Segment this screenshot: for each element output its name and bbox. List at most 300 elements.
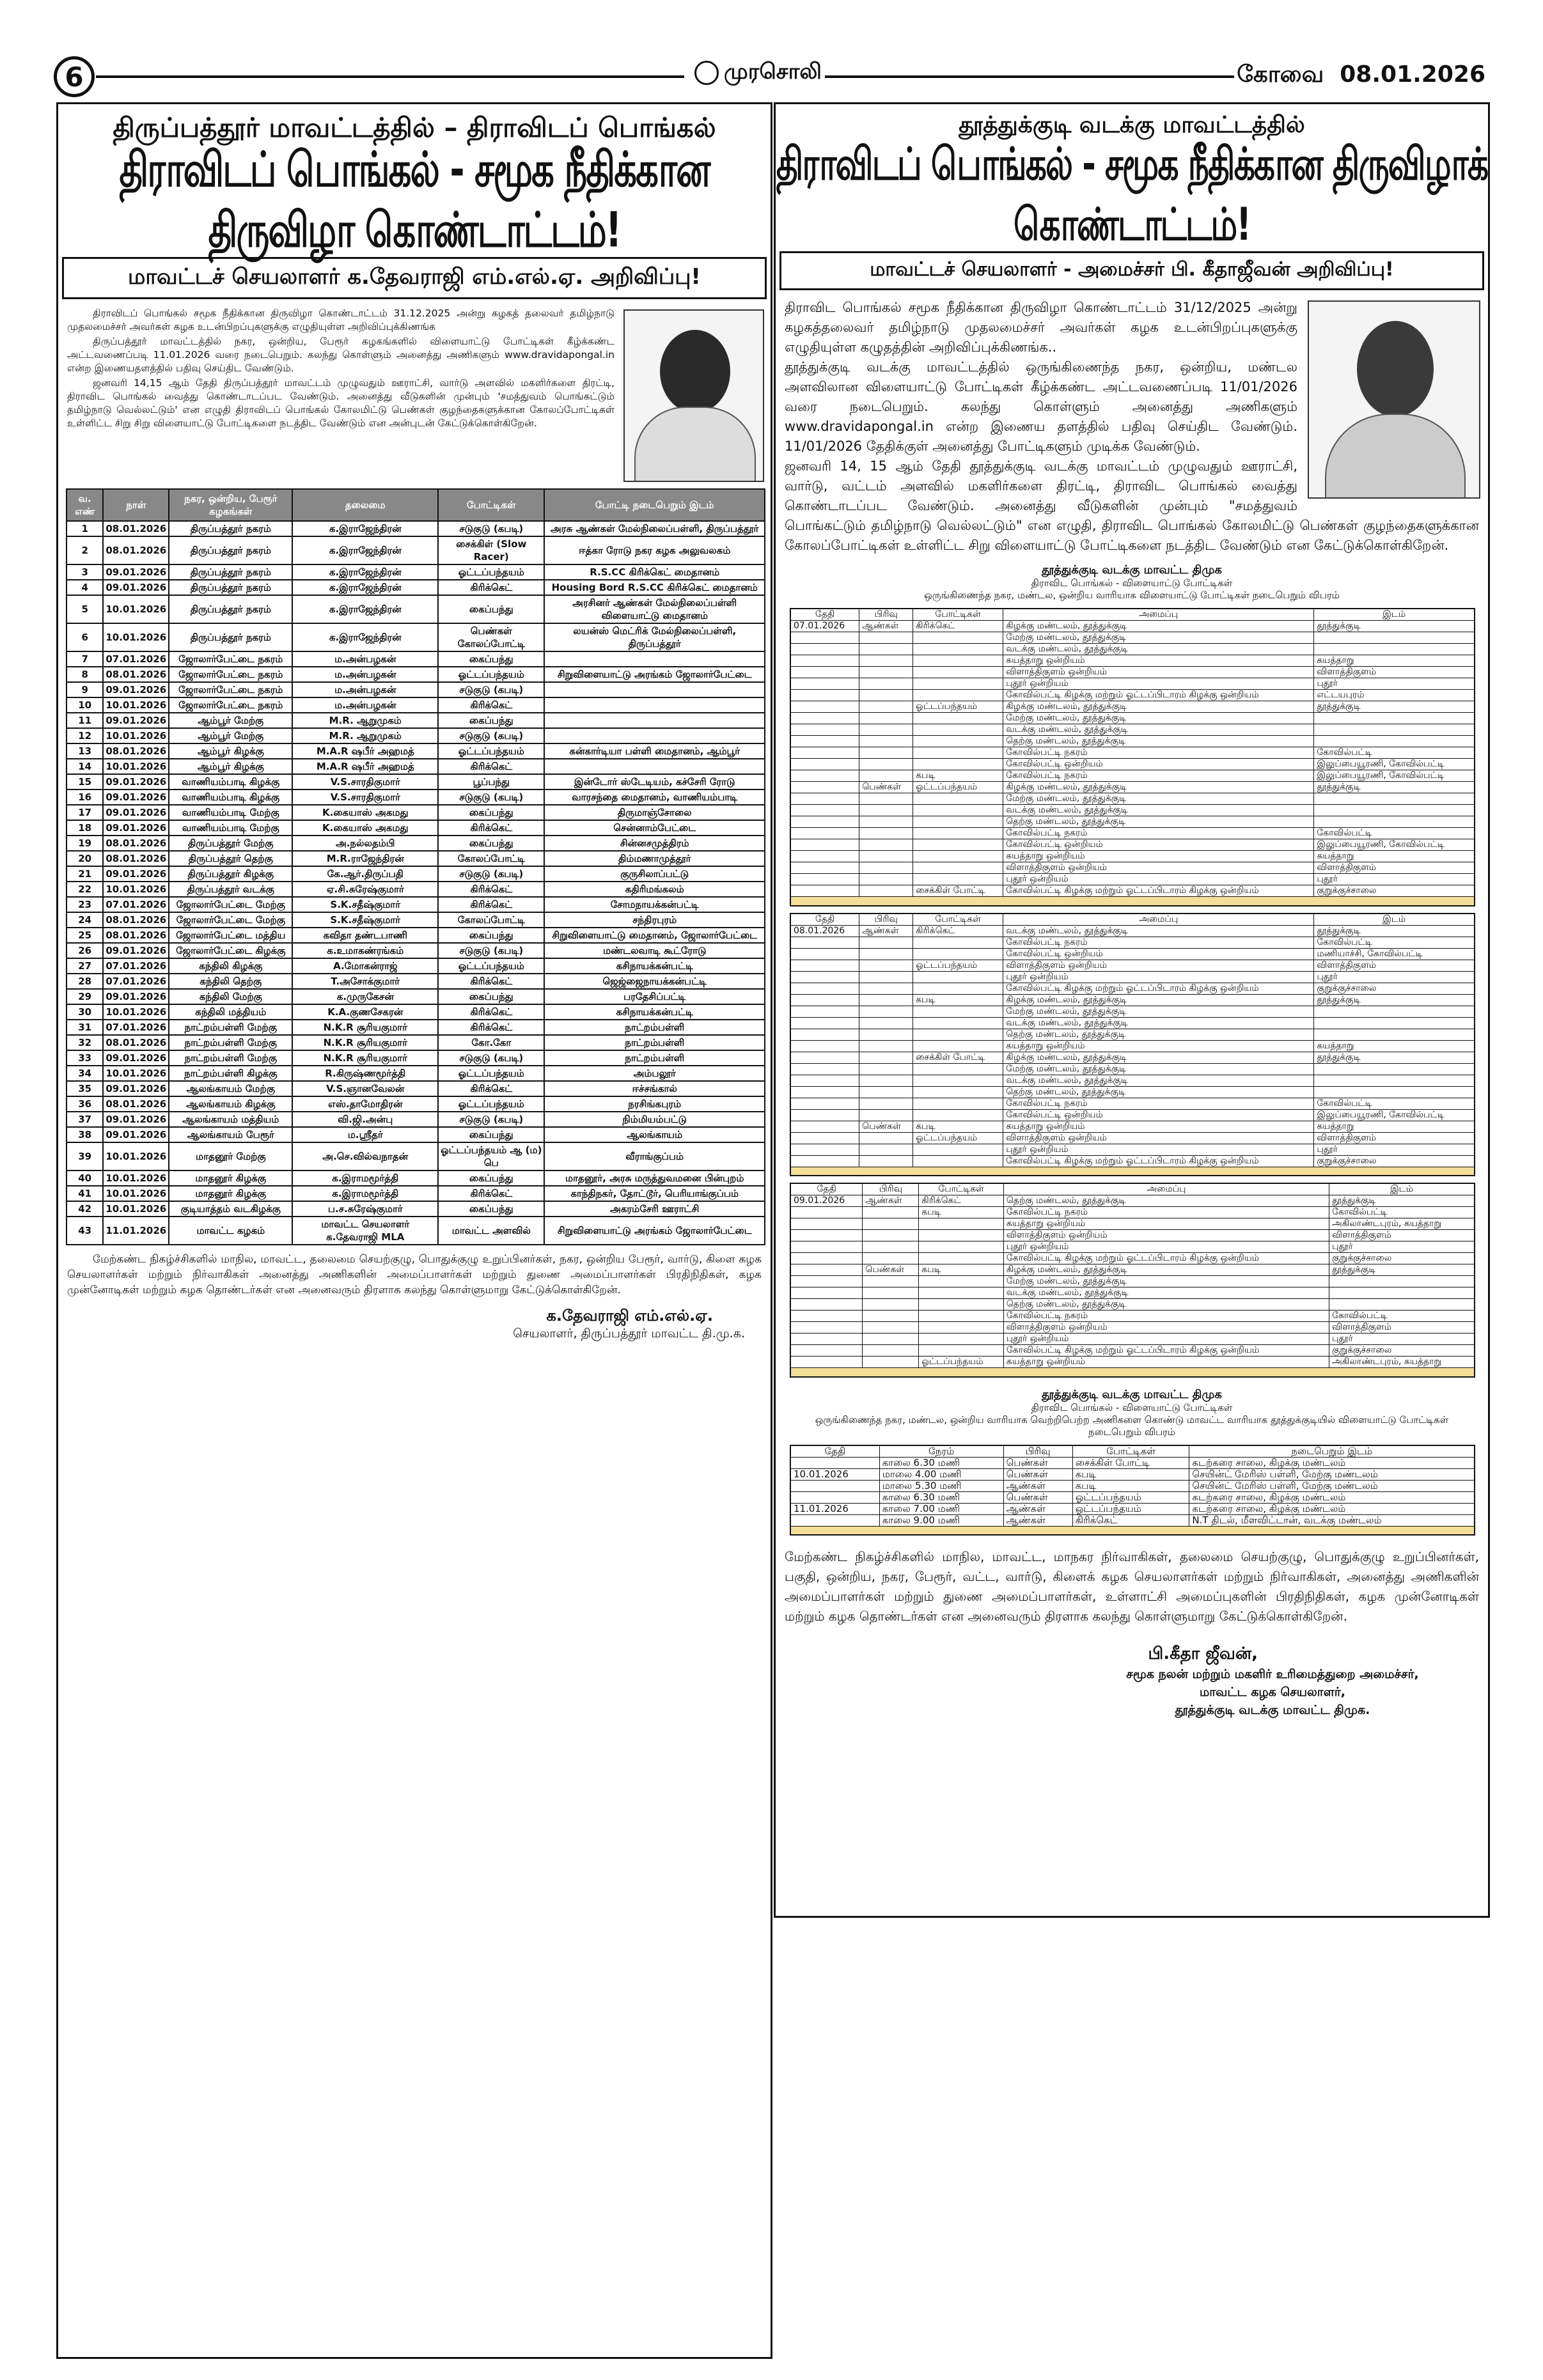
- schedule-cell: வடக்கு மண்டலம், தூத்துக்குடி: [1003, 805, 1314, 816]
- table-header: நாள்: [103, 489, 169, 521]
- table-cell: K.A.குணசேகரன்: [292, 1004, 438, 1020]
- table-cell: திருப்பத்தூர் நகரம்: [169, 580, 292, 595]
- table-cell: வாரசந்தை மைதானம், வாணியம்பாடி: [544, 789, 765, 805]
- table-cell: க.இராஜேந்திரன்: [292, 580, 438, 595]
- schedule-row: [790, 1503, 1475, 1514]
- table-cell: மாவட்ட செயலாளர் க.தேவராஜி MLA: [292, 1217, 438, 1245]
- schedule-cell: தூத்துக்குடி: [1314, 782, 1475, 793]
- table-row: [67, 1081, 765, 1096]
- schedule-cell: [1314, 736, 1475, 747]
- table-cell: 07.01.2026: [103, 958, 169, 974]
- table-cell: 10.01.2026: [103, 882, 169, 897]
- table-cell: ப.ச.சுரேஷ்குமார்: [292, 1201, 438, 1217]
- table-cell: சடுகுடு (கபடி): [438, 1112, 544, 1127]
- left-signature-name: க.தேவராஜி எம்.எல்.ஏ.: [546, 1307, 713, 1325]
- table-row: [67, 836, 765, 851]
- table-cell: குடியாத்தம் வடகிழக்கு: [169, 1201, 292, 1217]
- table-cell: நாட்றம்பள்ளி மேற்கு: [169, 1050, 292, 1066]
- table-cell: 18: [67, 820, 103, 836]
- table-row: [67, 1096, 765, 1112]
- schedule-cell: [859, 713, 913, 724]
- schedule-cell: விளாத்திகுளம் ஒன்றியம்: [1003, 1230, 1329, 1241]
- schedule-cell: புதூர்: [1329, 1241, 1475, 1253]
- table-cell: N.K.R சூரியகுமார்: [292, 1050, 438, 1066]
- table-row: [67, 774, 765, 789]
- schedule-cell: காலை 6.30 மணி: [879, 1457, 1003, 1468]
- table-cell: நாட்றம்பள்ளி: [544, 1035, 765, 1050]
- schedule-cell: [913, 667, 1003, 678]
- schedule-cell: [913, 839, 1003, 851]
- schedule-row: [790, 885, 1475, 897]
- schedule-row: [790, 1086, 1475, 1098]
- table-cell: கைப்பந்து: [438, 595, 544, 623]
- schedule-cell: [913, 1098, 1003, 1109]
- schedule-cell: [919, 1322, 1004, 1334]
- table-cell: திம்மணாமுத்தூர்: [544, 851, 765, 866]
- table-cell: [544, 651, 765, 667]
- schedule-cell: மேற்கு மண்டலம், தூத்துக்குடி: [1003, 1006, 1314, 1017]
- schedule-cell: [859, 1075, 913, 1086]
- table-row: [67, 580, 765, 595]
- schedule-cell: [859, 805, 913, 816]
- schedule-cell: [790, 1040, 859, 1052]
- schedule-cell: [1329, 1299, 1475, 1311]
- schedule-row: [790, 713, 1475, 724]
- table-cell: 33: [67, 1050, 103, 1066]
- schedule-cell: செயின்ட் மேரிஸ் பள்ளி, மேற்கு மண்டலம்: [1189, 1468, 1475, 1480]
- table-cell: ஆம்பூர் கிழக்கு: [169, 759, 292, 774]
- schedule-cell: [913, 1155, 1003, 1167]
- schedule-cell: [790, 1322, 863, 1334]
- table-cell: மாவட்ட கழகம்: [169, 1217, 292, 1245]
- table-row: [67, 682, 765, 697]
- table-cell: கைப்பந்து: [438, 1201, 544, 1217]
- schedule-cell: [863, 1241, 919, 1253]
- schedule-cell: ஓட்டப்பந்தயம்: [1072, 1503, 1189, 1514]
- schedule-cell: [790, 1132, 859, 1144]
- table-cell: V.S.சாரதிகுமார்: [292, 789, 438, 805]
- schedule-cell: [913, 1086, 1003, 1098]
- schedule-row: [790, 1207, 1475, 1218]
- table-row: [67, 1050, 765, 1066]
- table-cell: R.கிருஷ்ணமூர்த்தி: [292, 1066, 438, 1081]
- schedule-cell: கிழக்கு மண்டலம், தூத்துக்குடி: [1003, 701, 1314, 713]
- schedule-cell: வடக்கு மண்டலம், தூத்துக்குடி: [1003, 644, 1314, 655]
- schedule-divider: [790, 1167, 1475, 1176]
- schedule-cell: [859, 851, 913, 862]
- left-kicker: திருப்பத்தூர் மாவட்டத்தில் – திராவிடப் பொங்கல்: [113, 112, 716, 143]
- table-cell: கிரிக்கெட்: [438, 697, 544, 713]
- table-cell: 43: [67, 1217, 103, 1245]
- schedule-cell: [790, 983, 859, 994]
- schedule-cell: [790, 701, 859, 713]
- schedule-cell: விளாத்திகுளம் ஒன்றியம்: [1003, 960, 1314, 971]
- schedule-cell: அகிலாண்டபுரம், கயத்தாறு: [1329, 1218, 1475, 1230]
- table-cell: 10.01.2026: [103, 1142, 169, 1171]
- table-cell: 09.01.2026: [103, 774, 169, 789]
- schedule-cell: விளாத்திகுளம்: [1314, 960, 1475, 971]
- schedule-cell: கோவில்பட்டி ஒன்றியம்: [1003, 948, 1314, 960]
- schedule-row: [790, 759, 1475, 770]
- table-cell: லயன்ஸ் மெட்ரிக் மேல்நிலைப்பள்ளி, திருப்பத்தூர்: [544, 623, 765, 651]
- schedule-cell: கோவில்பட்டி நகரம்: [1003, 1207, 1329, 1218]
- schedule-cell: [913, 1109, 1003, 1121]
- table-cell: க.இராஜேந்திரன்: [292, 521, 438, 536]
- table-row: [67, 564, 765, 580]
- schedule-cell: [790, 937, 859, 948]
- table-cell: 26: [67, 943, 103, 958]
- table-cell: 10.01.2026: [103, 1004, 169, 1020]
- schedule-cell: தூத்துக்குடி: [1329, 1195, 1475, 1207]
- schedule-cell: மேற்கு மண்டலம், தூத்துக்குடி: [1003, 793, 1314, 805]
- table-row: [67, 897, 765, 912]
- schedule-row: [790, 1052, 1475, 1063]
- schedule-header: இடம்: [1314, 609, 1475, 621]
- schedule-08: [790, 913, 1475, 1177]
- schedule-header: பிரிவு: [863, 1183, 919, 1195]
- table-row: [67, 1186, 765, 1201]
- schedule-cell: [913, 971, 1003, 983]
- table-cell: 09.01.2026: [103, 1127, 169, 1142]
- schedule-cell: [790, 948, 859, 960]
- table-cell: 10.01.2026: [103, 1186, 169, 1201]
- schedule-row: [790, 960, 1475, 971]
- schedule-cell: [913, 816, 1003, 828]
- table-cell: கவிதா தண்டபாணி: [292, 928, 438, 943]
- schedule-cell: [863, 1299, 919, 1311]
- table-cell: சந்திரபுரம்: [544, 912, 765, 928]
- table-cell: வாணியம்பாடி மேற்கு: [169, 805, 292, 820]
- schedule-cell: கயத்தாறு ஒன்றியம்: [1003, 1121, 1314, 1132]
- table-cell: கோலப்போட்டி: [438, 912, 544, 928]
- schedule-cell: கிரிக்கெட்: [913, 621, 1003, 632]
- schedule-cell: சைக்கிள் போட்டி: [913, 885, 1003, 897]
- table-cell: ஜோலார்பேட்டை நகரம்: [169, 682, 292, 697]
- schedule-cell: [790, 1264, 863, 1276]
- schedule-cell: [859, 724, 913, 736]
- table-cell: ஆம்பூர் மேற்கு: [169, 713, 292, 728]
- table-cell: அரசு ஆண்கள் மேல்நிலைப்பள்ளி, திருப்பத்தூர்: [544, 521, 765, 536]
- schedule-row: [790, 851, 1475, 862]
- schedule-cell: [790, 1241, 863, 1253]
- schedule-cell: [919, 1311, 1004, 1322]
- table-cell: நாட்றம்பள்ளி மேற்கு: [169, 1035, 292, 1050]
- left-para: திருப்பத்தூர் மாவட்டத்தில் நகர, ஒன்றிய, பேரூர் கழகங்களில் விளையாட்டு போட்டிகள் கீழ்க்கண்ட அட்டவணைப்படி 11.01.2026 வரை நடைபெறும். கலந்து கொள்ளும் அனைத்து அணிகளும் www.dravidapongal.in என்ற இணையதளத்தில் பதிவு செய்திட வேண்டும்.: [67, 336, 615, 374]
- schedule-cell: கிரிக்கெட்: [1072, 1514, 1189, 1526]
- edition-date: [1237, 61, 1485, 91]
- table-cell: எஸ்.தாமோதிரன்: [292, 1096, 438, 1112]
- schedule-cell: கபடி: [1072, 1480, 1189, 1491]
- schedule-cell: [790, 770, 859, 782]
- schedule-header: போட்டிகள்: [913, 914, 1003, 926]
- table-cell: ம.அன்பழகன்: [292, 697, 438, 713]
- schedule-cell: [790, 678, 859, 690]
- schedule-cell: கயத்தாறு: [1314, 851, 1475, 862]
- schedule-row: [790, 1040, 1475, 1052]
- schedule-cell: கோவில்பட்டி நகரம்: [1003, 1098, 1314, 1109]
- table-row: [67, 1127, 765, 1142]
- schedule-cell: 10.01.2026: [790, 1468, 879, 1480]
- schedule-cell: [913, 747, 1003, 759]
- table-row: [67, 536, 765, 564]
- schedule-cell: [913, 1017, 1003, 1029]
- schedule-cell: ஆண்கள்: [1003, 1480, 1072, 1491]
- schedule-cell: [1314, 713, 1475, 724]
- table-cell: 09.01.2026: [103, 1050, 169, 1066]
- schedule-cell: [790, 960, 859, 971]
- schedule-cell: கோவில்பட்டி: [1314, 747, 1475, 759]
- table-cell: 10.01.2026: [103, 595, 169, 623]
- table-cell: ஆலங்காயம் மேற்கு: [169, 1081, 292, 1096]
- table-cell: கைப்பந்து: [438, 1171, 544, 1186]
- table-cell: வீராங்குப்பம்: [544, 1142, 765, 1171]
- schedule-cell: [790, 747, 859, 759]
- schedule-row: [790, 736, 1475, 747]
- schedule-cell: [913, 724, 1003, 736]
- table-cell: திருப்பத்தூர் கிழக்கு: [169, 866, 292, 882]
- table-cell: 08.01.2026: [103, 912, 169, 928]
- schedule-row: [790, 983, 1475, 994]
- table-header: தலைமை: [292, 489, 438, 521]
- table-cell: ஆலங்காயம் பேரூர்: [169, 1127, 292, 1142]
- schedule-cell: [1329, 1276, 1475, 1287]
- schedule-cell: [790, 1155, 859, 1167]
- table-cell: 9: [67, 682, 103, 697]
- schedule-cell: [863, 1276, 919, 1287]
- schedule-cell: தெற்கு மண்டலம், தூத்துக்குடி: [1003, 1195, 1329, 1207]
- schedule-cell: தெற்கு மண்டலம், தூத்துக்குடி: [1003, 1299, 1329, 1311]
- table-cell: ஓட்டப்பந்தயம்: [438, 667, 544, 682]
- schedule-row: [790, 793, 1475, 805]
- schedule-header: அமைப்பு: [1003, 1183, 1329, 1195]
- schedule-cell: [859, 828, 913, 839]
- table-cell: 10.01.2026: [103, 1171, 169, 1186]
- schedule-row: [790, 862, 1475, 874]
- table-cell: ஓட்டப்பந்தயம்: [438, 1066, 544, 1081]
- schedule-cell: [790, 874, 859, 885]
- table-cell: திருப்பத்தூர் தெற்கு: [169, 851, 292, 866]
- schedule-row: [790, 1334, 1475, 1345]
- schedule-cell: [913, 805, 1003, 816]
- table-header: வ. எண்: [67, 489, 103, 521]
- table-cell: M.A.R ஷபீர் அஹமத்: [292, 743, 438, 759]
- schedule-cell: மேற்கு மண்டலம், தூத்துக்குடி: [1003, 632, 1314, 644]
- schedule-cell: [859, 1017, 913, 1029]
- schedule-cell: [913, 948, 1003, 960]
- table-cell: வாணியம்பாடி கிழக்கு: [169, 774, 292, 789]
- schedule-cell: [859, 960, 913, 971]
- schedule-row: [790, 1457, 1475, 1468]
- table-cell: கதிரிமங்கலம்: [544, 882, 765, 897]
- table-cell: காந்திநகர், தோட்டூர், பெரியாங்குப்பம்: [544, 1186, 765, 1201]
- schedule-cell: ஆண்கள்: [859, 925, 913, 937]
- schedule-row: [790, 1109, 1475, 1121]
- table-cell: 08.01.2026: [103, 521, 169, 536]
- schedule-cell: [913, 937, 1003, 948]
- table-cell: கிரிக்கெட்: [438, 882, 544, 897]
- table-cell: 20: [67, 851, 103, 866]
- table-row: [67, 759, 765, 774]
- schedule-cell: [790, 724, 859, 736]
- schedule-cell: கோவில்பட்டி நகரம்: [1003, 747, 1314, 759]
- schedule-cell: [913, 736, 1003, 747]
- table-cell: 32: [67, 1035, 103, 1050]
- schedule-cell: [913, 851, 1003, 862]
- schedule-cell: கயத்தாறு: [1314, 1040, 1475, 1052]
- table-cell: 10.01.2026: [103, 728, 169, 743]
- schedule-row: [790, 1230, 1475, 1241]
- table-cell: R.S.CC கிரிக்கெட் மைதானம்: [544, 564, 765, 580]
- schedule-cell: கோவில்பட்டி கிழக்கு மற்றும் ஓட்டப்பிடாரம் கிழக்கு ஒன்றியம்: [1003, 690, 1314, 701]
- schedule-row: [790, 690, 1475, 701]
- schedule-cell: புதூர் ஒன்றியம்: [1003, 1144, 1314, 1155]
- table-cell: கந்திலி மேற்கு: [169, 989, 292, 1004]
- table-row: [67, 1066, 765, 1081]
- schedule-cell: கோவில்பட்டி கிழக்கு மற்றும் ஓட்டப்பிடாரம் கிழக்கு ஒன்றியம்: [1003, 1345, 1329, 1357]
- table-row: [67, 651, 765, 667]
- schedule-cell: [790, 816, 859, 828]
- table-cell: கோலப்போட்டி: [438, 851, 544, 866]
- table-cell: 13: [67, 743, 103, 759]
- schedule-cell: [913, 759, 1003, 770]
- schedule-cell: [790, 1052, 859, 1063]
- table-cell: சென்னாம்பேட்டை: [544, 820, 765, 836]
- table-cell: சிறுவிளையாட்டு அரங்கம் ஜோலார்பேட்டை: [544, 1217, 765, 1245]
- table-cell: 09.01.2026: [103, 1081, 169, 1096]
- schedule-row: [790, 1357, 1475, 1368]
- schedule-cell: மேற்கு மண்டலம், தூத்துக்குடி: [1003, 1063, 1314, 1075]
- table-cell: வாணியம்பாடி மேற்கு: [169, 820, 292, 836]
- table-cell: ஓட்டப்பந்தயம்: [438, 743, 544, 759]
- table-cell: N.K.R சூரியகுமார்: [292, 1020, 438, 1035]
- schedule-cell: [1314, 644, 1475, 655]
- schedule-cell: ஓட்டப்பந்தயம்: [913, 960, 1003, 971]
- schedule-row: [790, 1276, 1475, 1287]
- table-cell: க.இராஜேந்திரன்: [292, 623, 438, 651]
- table-row: [67, 1112, 765, 1127]
- table-cell: மாதனூர் கிழக்கு: [169, 1186, 292, 1201]
- schedule-cell: புதூர் ஒன்றியம்: [1003, 1241, 1329, 1253]
- schedule-cell: [863, 1311, 919, 1322]
- table-cell: நாட்றம்பள்ளி: [544, 1050, 765, 1066]
- schedule-cell: கயத்தாறு ஒன்றியம்: [1003, 655, 1314, 667]
- schedule-cell: காலை 6.30 மணி: [879, 1491, 1003, 1503]
- table-cell: 4: [67, 580, 103, 595]
- table-cell: 09.01.2026: [103, 682, 169, 697]
- schedule-cell: [859, 1155, 913, 1167]
- table-cell: 09.01.2026: [103, 820, 169, 836]
- table-cell: சடுகுடு (கபடி): [438, 866, 544, 882]
- schedule-cell: விளாத்திகுளம் ஒன்றியம்: [1003, 1322, 1329, 1334]
- schedule-cell: [790, 632, 859, 644]
- schedule-row: [790, 1480, 1475, 1491]
- schedule-cell: சைக்கிள் போட்டி: [913, 1052, 1003, 1063]
- schedule-cell: புதூர் ஒன்றியம்: [1003, 1334, 1329, 1345]
- table-cell: திருப்பத்தூர் வடக்கு: [169, 882, 292, 897]
- table-cell: 29: [67, 989, 103, 1004]
- schedule-cell: விளாத்திகுளம்: [1329, 1322, 1475, 1334]
- schedule-row: [790, 1098, 1475, 1109]
- schedule-cell: புதூர்: [1314, 874, 1475, 885]
- schedule-row: [790, 632, 1475, 644]
- schedule-cell: மாலை 5.30 மணி: [879, 1480, 1003, 1491]
- table-cell: ஜோலார்பேட்டை நகரம்: [169, 697, 292, 713]
- table-row: [67, 928, 765, 943]
- table-cell: ம.அன்பழகன்: [292, 667, 438, 682]
- table-row: [67, 1201, 765, 1217]
- schedule-cell: [1314, 793, 1475, 805]
- table-cell: நாட்றம்பள்ளி கிழக்கு: [169, 1066, 292, 1081]
- schedule-cell: [859, 701, 913, 713]
- schedule-cell: [790, 1480, 879, 1491]
- header-rule-left: [96, 75, 684, 78]
- schedule-cell: கோவில்பட்டி ஒன்றியம்: [1003, 759, 1314, 770]
- schedule-cell: 09.01.2026: [790, 1195, 863, 1207]
- schedule-cell: புதூர்: [1314, 678, 1475, 690]
- schedule-cell: [1329, 1287, 1475, 1299]
- table-cell: ஓட்டப்பந்தயம்: [438, 958, 544, 974]
- table-cell: மாதனூர் கிழக்கு: [169, 1171, 292, 1186]
- schedule-cell: [790, 655, 859, 667]
- table-cell: M.A.R ஷபீர் அஹமத்: [292, 759, 438, 774]
- page-number: 6: [54, 56, 95, 97]
- schedule-header: தேதி: [790, 914, 859, 926]
- schedule-cell: கபடி: [1072, 1468, 1189, 1480]
- schedule-row: [790, 1253, 1475, 1264]
- schedule-cell: [859, 667, 913, 678]
- schedule-cell: [790, 690, 859, 701]
- table-cell: மாதனூர் மேற்கு: [169, 1142, 292, 1171]
- table-row: [67, 943, 765, 958]
- table-cell: கிரிக்கெட்: [438, 1081, 544, 1096]
- table-cell: 07.01.2026: [103, 651, 169, 667]
- schedule-cell: வடக்கு மண்டலம், தூத்துக்குடி: [1003, 724, 1314, 736]
- table-cell: அரசினர் ஆண்கள் மேல்நிலைப்பள்ளி விளையாட்டு மைதானம்: [544, 595, 765, 623]
- table-cell: சடுகுடு (கபடி): [438, 521, 544, 536]
- schedule-cell: கிழக்கு மண்டலம், தூத்துக்குடி: [1003, 621, 1314, 632]
- schedule-cell: கோவில்பட்டி கிழக்கு மற்றும் ஓட்டப்பிடாரம் கிழக்கு ஒன்றியம்: [1003, 885, 1314, 897]
- table-row: [67, 1142, 765, 1171]
- table-cell: க.முருகேசன்: [292, 989, 438, 1004]
- table-row: [67, 521, 765, 536]
- schedule-row: [790, 805, 1475, 816]
- schedule-cell: கயத்தாறு ஒன்றியம்: [1003, 851, 1314, 862]
- schedule-cell: [790, 1514, 879, 1526]
- schedule-cell: [859, 1144, 913, 1155]
- table-cell: கைப்பந்து: [438, 805, 544, 820]
- schedule-cell: பெண்கள்: [1003, 1457, 1072, 1468]
- schedule-row: [790, 724, 1475, 736]
- schedule-cell: [859, 816, 913, 828]
- table-cell: 07.01.2026: [103, 974, 169, 989]
- left-para: ஜனவரி 14,15 ஆம் தேதி திருப்பத்தூர் மாவட்டம் முழுவதும் ஊராட்சி, வார்டு அளவில் மகளிர்களை திரட்டி, திராவிட பொங்கல் வைத்து கொண்டாடப்பட வேண்டும். அனைத்து வீடுகளின் முன்பும் 'சமத்துவம் பொங்கட்டும் தமிழ்நாடு வெல்லட்டும்' என எழுதி திராவிடப் பொங்கல் கோலமிட்டு பெண்கள் குழந்தைகளுக்கான கோலப்போட்டிகள் உள்ளிட்ட சிறு சிறு விளையாட்டு போட்டிகளை நடத்திட வேண்டும் என அன்புடன் கேட்டுக்கொள்கிறேன்.: [67, 377, 615, 429]
- schedule-cell: [859, 678, 913, 690]
- table-cell: கிரிக்கெட்: [438, 974, 544, 989]
- schedule-cell: வடக்கு மண்டலம், தூத்துக்குடி: [1003, 1075, 1314, 1086]
- table-cell: மாவட்ட அளவில்: [438, 1217, 544, 1245]
- schedule-cell: கோவில்பட்டி ஒன்றியம்: [1003, 839, 1314, 851]
- table-cell: வாணியம்பாடி கிழக்கு: [169, 789, 292, 805]
- schedule-cell: கோவில்பட்டி நகரம்: [1003, 937, 1314, 948]
- schedule-cell: [790, 885, 859, 897]
- table-cell: நாட்றம்பள்ளி மேற்கு: [169, 1020, 292, 1035]
- schedule-cell: வடக்கு மண்டலம், தூத்துக்குடி: [1003, 1017, 1314, 1029]
- schedule-cell: [790, 1006, 859, 1017]
- schedule-cell: [863, 1287, 919, 1299]
- schedule-cell: கோவில்பட்டி: [1314, 937, 1475, 948]
- schedule-header: இடம்: [1329, 1183, 1475, 1195]
- schedule-cell: கபடி: [913, 994, 1003, 1006]
